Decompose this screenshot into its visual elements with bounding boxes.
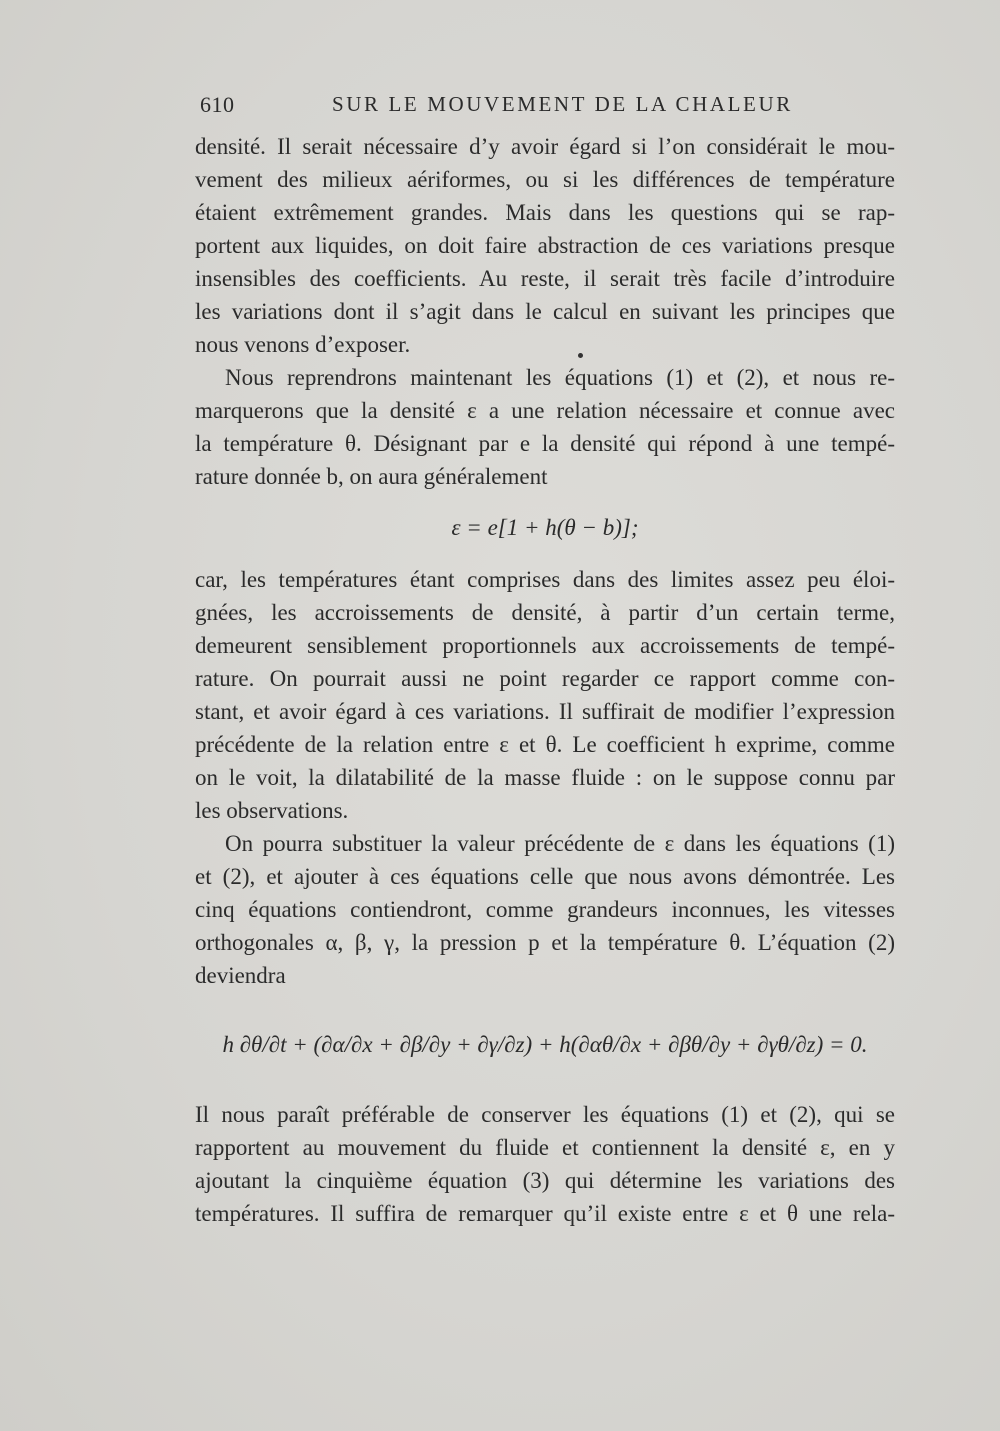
text-line: rature donnée b, on aura généralement (195, 464, 548, 489)
text-line: Il nous paraît préférable de conserver les équations (1) et (2), qui se (195, 1102, 895, 1127)
running-title: SUR LE MOUVEMENT DE LA CHALEUR (332, 92, 793, 116)
text-line: rapportent au mouvement du fluide et contiennent la densité ε, en y (195, 1135, 895, 1160)
text-line: gnées, les accroissements de densité, à partir d’un certain terme, (195, 600, 895, 625)
text-line: densité. Il serait nécessaire d’y avoir égard si l’on considérait le mou- (195, 134, 895, 159)
text-line: températures. Il suffira de remarquer qu’il existe entre ε et θ une rela- (195, 1201, 895, 1226)
text-line: les observations. (195, 798, 349, 823)
page-number: 610 (200, 92, 235, 117)
text-line: nous venons d’exposer. (195, 332, 411, 357)
text-line: car, les températures étant comprises dans des limites assez peu éloi- (195, 567, 895, 592)
text-line: on le voit, la dilatabilité de la masse fluide : on le suppose connu par (195, 765, 895, 790)
text-line: demeurent sensiblement proportionnels aux accroissements de tempé- (195, 633, 895, 658)
text-line: cinq équations contiendront, comme grandeurs inconnues, les vitesses (195, 897, 895, 922)
body-text (195, 130, 895, 1230)
text-line: Nous reprendrons maintenant les équations (1) et (2), et nous re- (225, 365, 895, 390)
text-line: et (2), et ajouter à ces équations celle que nous avons démontrée. Les (195, 864, 895, 889)
text-line: la température θ. Désignant par e la densité qui répond à une tempé- (195, 431, 895, 456)
text-line: orthogonales α, β, γ, la pression p et la température θ. L’équation (2) (195, 930, 895, 955)
text-line: stant, et avoir égard à ces variations. Il suffirait de modifier l’expression (195, 699, 895, 724)
text-line: précédente de la relation entre ε et θ. Le coefficient h exprime, comme (195, 732, 895, 757)
page-header (200, 92, 890, 122)
text-line: deviendra (195, 963, 286, 988)
text-line: ajoutant la cinquième équation (3) qui détermine les variations des (195, 1168, 895, 1193)
text-line: portent aux liquides, on doit faire abstraction de ces variations presque (195, 233, 895, 258)
text-line: On pourra substituer la valeur précédente de ε dans les équations (1) (225, 831, 895, 856)
density-equation: ε = e[1 + h(θ − b)]; (451, 515, 639, 540)
text-line: insensibles des coefficients. Au reste, il serait très facile d’introduire (195, 266, 895, 291)
continuity-equation: h ∂θ/∂t + (∂α/∂x + ∂β/∂y + ∂γ/∂z) + h(∂αθ/∂x + ∂βθ/∂y + ∂γθ/∂z) = 0. (222, 1032, 868, 1057)
text-line: rature. On pourrait aussi ne point regarder ce rapport comme con- (195, 666, 895, 691)
text-line: étaient extrêmement grandes. Mais dans les questions qui se rap- (195, 200, 895, 225)
text-line: marquerons que la densité ε a une relation nécessaire et connue avec (195, 398, 895, 423)
text-line: les variations dont il s’agit dans le calcul en suivant les principes que (195, 299, 895, 324)
text-line: vement des milieux aériformes, ou si les différences de température (195, 167, 895, 192)
